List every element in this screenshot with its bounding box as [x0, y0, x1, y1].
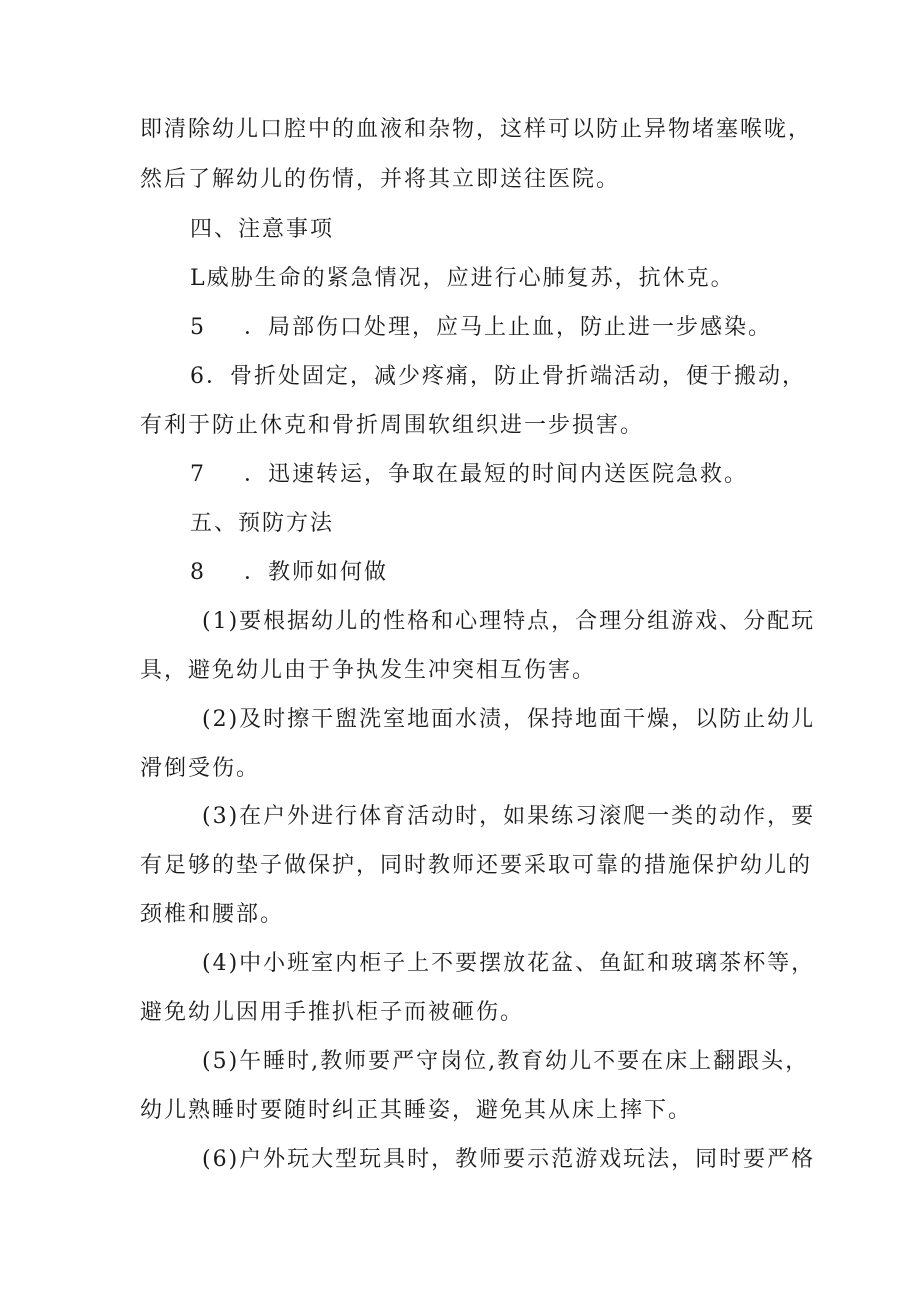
list-item: (6)户外玩大型玩具时，教师要示范游戏玩法，同时要严格	[202, 1147, 816, 1172]
paragraph-line: 颈椎和腰部。	[140, 902, 285, 927]
list-item: (3)在户外进行体育活动时，如果练习滚爬一类的动作，要	[202, 804, 816, 829]
list-item-text: ．教师如何做	[244, 560, 389, 585]
list-item-text: ．局部伤口处理，应马上止血，防止进一步感染。	[244, 315, 773, 340]
list-item: 6．骨折处固定，减少疼痛，防止骨折端活动，便于搬动，	[190, 364, 806, 389]
list-item-number: 7	[190, 462, 206, 487]
paragraph-line: 具，避免幼儿由于争执发生冲突相互伤害。	[140, 658, 597, 683]
paragraph-line: 幼儿熟睡时要随时纠正其睡姿，避免其从床上摔下。	[140, 1098, 693, 1123]
paragraph-line: 即清除幼儿口腔中的血液和杂物，这样可以防止异物堵塞喉咙，	[140, 117, 813, 142]
paragraph-line: 避免幼儿因用手推扒柜子而被砸伤。	[140, 1000, 525, 1025]
list-item: (2)及时擦干盥洗室地面水渍，保持地面干燥，以防止幼儿	[202, 707, 816, 732]
list-item-number: 8	[190, 560, 206, 585]
list-item	[190, 313, 772, 343]
list-item	[190, 558, 388, 588]
list-item	[190, 460, 748, 490]
paragraph-line: 滑倒受伤。	[140, 756, 261, 781]
list-item: (1)要根据幼儿的性格和心理特点，合理分组游戏、分配玩	[202, 609, 816, 634]
list-item: (4)中小班室内柜子上不要摆放花盆、鱼缸和玻璃茶杯等，	[202, 951, 816, 976]
paragraph-line: 有利于防止休克和骨折周围软组织进一步损害。	[140, 413, 645, 438]
section-heading: 五、预防方法	[190, 511, 335, 536]
list-item: L威胁生命的紧急情况，应进行心肺复苏，抗休克。	[190, 266, 735, 291]
paragraph-line: 然后了解幼儿的伤情，并将其立即送往医院。	[140, 167, 621, 192]
section-heading: 四、注意事项	[190, 217, 335, 242]
list-item-text: ．迅速转运，争取在最短的时间内送医院急救。	[244, 462, 749, 487]
list-item: (5)午睡时,教师要严守岗位,教育幼儿不要在床上翻跟头，	[202, 1049, 810, 1074]
list-item-number: 5	[190, 315, 206, 340]
paragraph-line: 有足够的垫子做保护，同时教师还要采取可靠的措施保护幼儿的	[140, 853, 813, 878]
